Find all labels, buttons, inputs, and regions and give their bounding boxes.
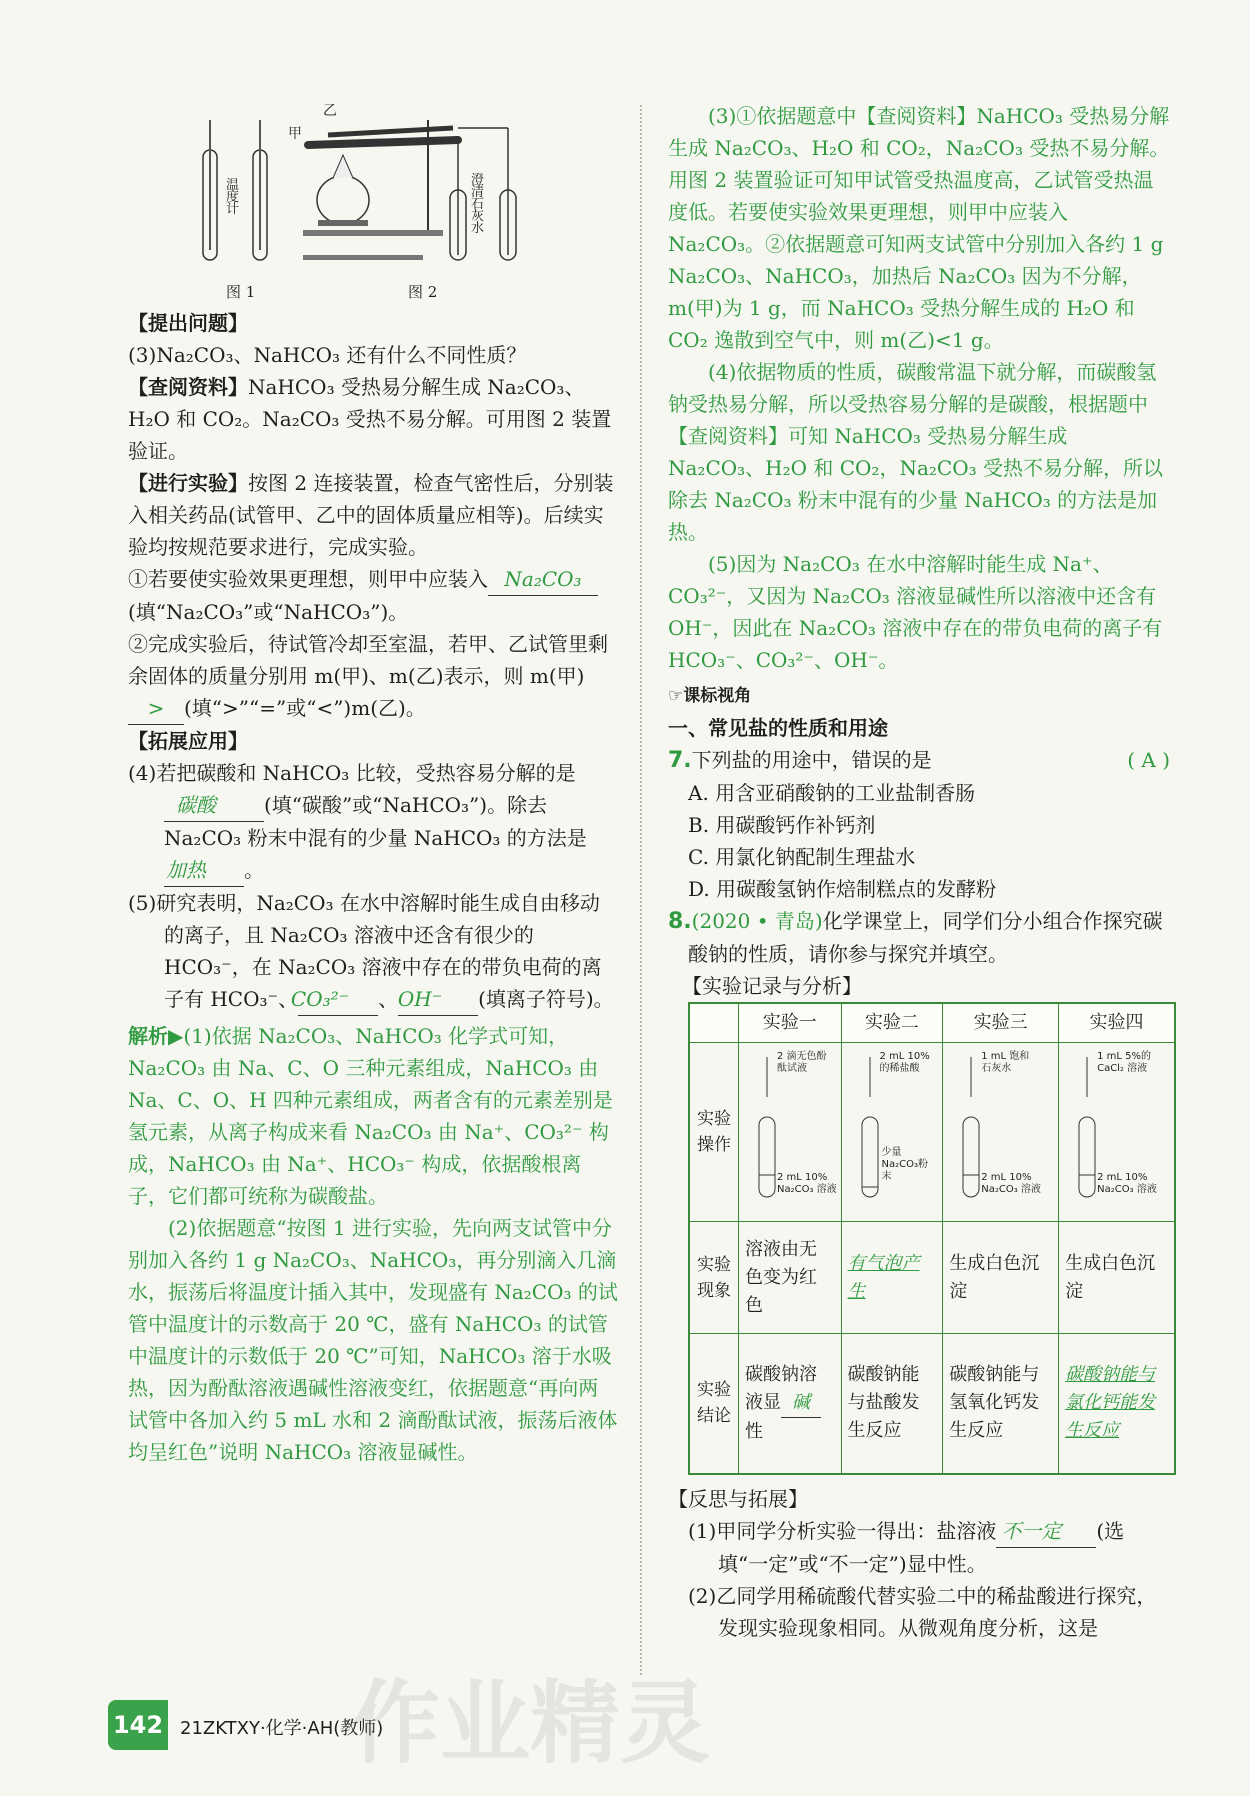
experiment-text: 按图 2 连接装置，检查气密性后，分别装入相关药品(试管甲、乙中的固体质量应相等)。后续实验均按规范要求进行，完成实验。 (128, 471, 614, 559)
watermark: 作业精灵 (350, 1670, 710, 1776)
analysis-label: 解析▶ (128, 1024, 184, 1048)
answer-blank: 不一定 (996, 1515, 1096, 1548)
heading-reference: 【查阅资料】 (128, 375, 248, 399)
right-column (668, 100, 1170, 1644)
answer-blank: > (128, 692, 184, 725)
book-code: 21ZKTXY·化学·AH(教师) (180, 1718, 384, 1739)
analysis-p3: (3)①依据题意中【查阅资料】NaHCO₃ 受热易分解生成 Na₂CO₃、H₂O 和 CO₂，Na₂CO₃ 受热不易分解。用图 2 装置验证可知甲试管受热温度高，乙试管受热温度低。若要使实验效果更理想，则甲中应装入 Na₂CO₃。②依据题意可知两支试管中分别加入各约 1 g Na₂CO₃、NaHCO₃，加热后 Na₂CO₃ 因为不分解，m(甲)为 1 g，而 NaHCO₃ 受热分解生成的 H₂O 和 CO₂ 逸散到空气中，则 m(乙)<1 g。 (668, 104, 1170, 352)
answer-blank: Na₂CO₃ (488, 563, 598, 596)
tube-diagram: 1 mL 饱和石灰水 2 mL 10% Na₂CO₃ 溶液 (949, 1047, 1052, 1217)
label-jia: 甲 (288, 126, 302, 142)
q7-option-c: C. 用氯化钠配制生理盐水 (688, 845, 916, 869)
left-column (128, 100, 618, 1468)
r1: (1)甲同学分析实验一得出：盐溶液 不一定 (选填“一定”或“不一定”)显中性。 (668, 1515, 1170, 1580)
heading-extend: 【拓展应用】 (128, 729, 248, 753)
q7-option-d: D. 用碳酸氢钠作焙制糕点的发酵粉 (688, 877, 997, 901)
section-tag: ☞课标视角 (668, 686, 752, 706)
row-label: 实验现象 (689, 1222, 739, 1334)
record-heading: 【实验记录与分析】 (682, 974, 862, 998)
r2: (2)乙同学用稀硫酸代替实验二中的稀盐酸进行探究，发现实验现象相同。从微观角度分析，这是 (688, 1583, 1157, 1640)
conclusion-cell: 碳酸钠溶液显 碱性 (739, 1334, 842, 1474)
table-header: 实验二 (841, 1003, 943, 1043)
heading-question: 【提出问题】 (128, 311, 248, 335)
reference-text: NaHCO₃ 受热易分解生成 Na₂CO₃、H₂O 和 CO₂。Na₂CO₃ 受热不易分解。可用图 2 装置验证。 (128, 375, 612, 463)
q5: (5)研究表明，Na₂CO₃ 在水中溶解时能生成自由移动的离子，且 Na₂CO₃ 溶液中还含有很少的 HCO₃⁻，在 Na₂CO₃ 溶液中存在的带负电荷的离子有 HCO₃⁻、CO₃²⁻ 、OH⁻ (填离子符号)。 (128, 887, 618, 1016)
reflect-heading: 【反思与拓展】 (668, 1486, 808, 1511)
apparatus-figure (128, 100, 618, 275)
fig2-caption: 图 2 (408, 283, 438, 301)
analysis-p2: (2)依据题意“按图 1 进行实验，先向两支试管中分别加入各约 1 g Na₂CO₃、NaHCO₃，再分别滴入几滴水，振荡后将温度计插入其中，发现盛有 Na₂CO₃ 的试管中温度计的示数高于 20 ℃，盛有 NaHCO₃ 的试管中温度计的示数低于 20 ℃”可知，NaHCO₃ 溶于水吸热，因为酚酞溶液遇碱性溶液变红，依据题意“再向两试管中各加入约 5 mL 水和 2 滴酚酞试液，振荡后液体均呈红色”说明 NaHCO₃ 溶液显碱性。 (128, 1216, 618, 1464)
item1: ①若要使实验效果更理想，则甲中应装入 Na₂CO₃(填“Na₂CO₃”或“NaHCO₃”)。 (128, 563, 618, 628)
heading-experiment: 【进行实验】 (128, 471, 248, 495)
table-header: 实验一 (739, 1003, 842, 1043)
answer-blank: 碳酸 (164, 789, 264, 822)
q4: (4)若把碳酸和 NaHCO₃ 比较，受热容易分解的是碳酸 (填“碳酸”或“NaHCO₃”)。除去 Na₂CO₃ 粉末中混有的少量 NaHCO₃ 的方法是加热 。 (128, 757, 618, 887)
page-number: 142 (108, 1700, 168, 1750)
table-header: 实验四 (1059, 1003, 1175, 1043)
phenomenon-cell: 生成白色沉淀 (943, 1222, 1059, 1334)
conclusion-cell: 碳酸钠能与氯化钙能发生反应 (1059, 1334, 1175, 1474)
table-header: 实验三 (943, 1003, 1059, 1043)
row-label: 实验操作 (689, 1043, 739, 1222)
conclusion-cell: 碳酸钠能与氢氧化钙发生反应 (943, 1334, 1059, 1474)
conclusion-cell: 碳酸钠能与盐酸发生反应 (841, 1334, 943, 1474)
answer-blank: 加热 (164, 854, 244, 887)
answer-blank: CO₃²⁻ (298, 983, 378, 1016)
phenomenon-cell: 溶液由无色变为红色 (739, 1222, 842, 1334)
column-divider (640, 105, 642, 1675)
answer-blank: OH⁻ (398, 983, 478, 1016)
q7-option-b: B. 用碳酸钙作补钙剂 (688, 813, 876, 837)
tube-diagram: 2 mL 10%的稀盐酸 少量Na₂CO₃粉末 (848, 1047, 937, 1217)
analysis-p1: 解析▶(1)依据 Na₂CO₃、NaHCO₃ 化学式可知，Na₂CO₃ 由 Na、C、O 三种元素组成，NaHCO₃ 由 Na、C、O、H 四种元素组成，两者含有的元素差别是氢元素，从离子构成来看 Na₂CO₃ 由 Na⁺、CO₃²⁻ 构成，NaHCO₃ 由 Na⁺、HCO₃⁻ 构成，依据酸根离子，它们都可统称为碳酸盐。 (128, 1024, 613, 1208)
analysis-p5: (5)因为 Na₂CO₃ 在水中溶解时能生成 Na⁺、CO₃²⁻，又因为 Na₂CO₃ 溶液显碱性所以溶液中还含有 OH⁻，因此在 Na₂CO₃ 溶液中存在的带负电荷的离子有 HCO₃⁻、CO₃²⁻、OH⁻。 (668, 552, 1163, 672)
fig1-caption: 图 1 (226, 283, 256, 301)
q3-text: (3)Na₂CO₃、NaHCO₃ 还有什么不同性质？ (128, 343, 527, 367)
phenomenon-cell: 有气泡产生 (841, 1222, 943, 1334)
limewater-label: 澄清石灰水 (471, 173, 485, 236)
q7-answer: ( A ) (1127, 748, 1170, 772)
experiment-table (688, 1002, 1176, 1475)
figures (128, 100, 618, 305)
tube-diagram: 2 滴无色酚酞试液 2 mL 10% Na₂CO₃ 溶液 (745, 1047, 835, 1217)
analysis-p4: (4)依据物质的性质，碳酸常温下就分解，而碳酸氢钠受热易分解，所以受热容易分解的是碳酸，根据题中【查阅资料】可知 NaHCO₃ 受热易分解生成 Na₂CO₃、H₂O 和 CO₂，Na₂CO₃ 受热不易分解，所以除去 Na₂CO₃ 粉末中混有的少量 NaHCO₃ 的方法是加热。 (668, 360, 1163, 544)
item2: ②完成实验后，待试管冷却至室温，若甲、乙试管里剩余固体的质量分别用 m(甲)、m(乙)表示，则 m(甲)> (填“>”“=”或“<”)m(乙)。 (128, 628, 618, 725)
label-yi: 乙 (323, 103, 337, 119)
section-title: 一、常见盐的性质和用途 (668, 716, 888, 740)
tube-diagram: 1 mL 5%的CaCl₂ 溶液 2 mL 10% Na₂CO₃ 溶液 (1065, 1047, 1168, 1217)
q7: 7.下列盐的用途中，错误的是 ( A ) (668, 744, 1170, 777)
row-label: 实验结论 (689, 1334, 739, 1474)
thermometer-label: 温度计 (226, 178, 240, 217)
q8: 8.(2020 • 青岛)化学课堂上，同学们分小组合作探究碳酸钠的性质，请你参与探究并填空。 (668, 909, 1163, 966)
q7-option-a: A. 用含亚硝酸钠的工业盐制香肠 (688, 781, 976, 805)
phenomenon-cell: 生成白色沉淀 (1059, 1222, 1175, 1334)
